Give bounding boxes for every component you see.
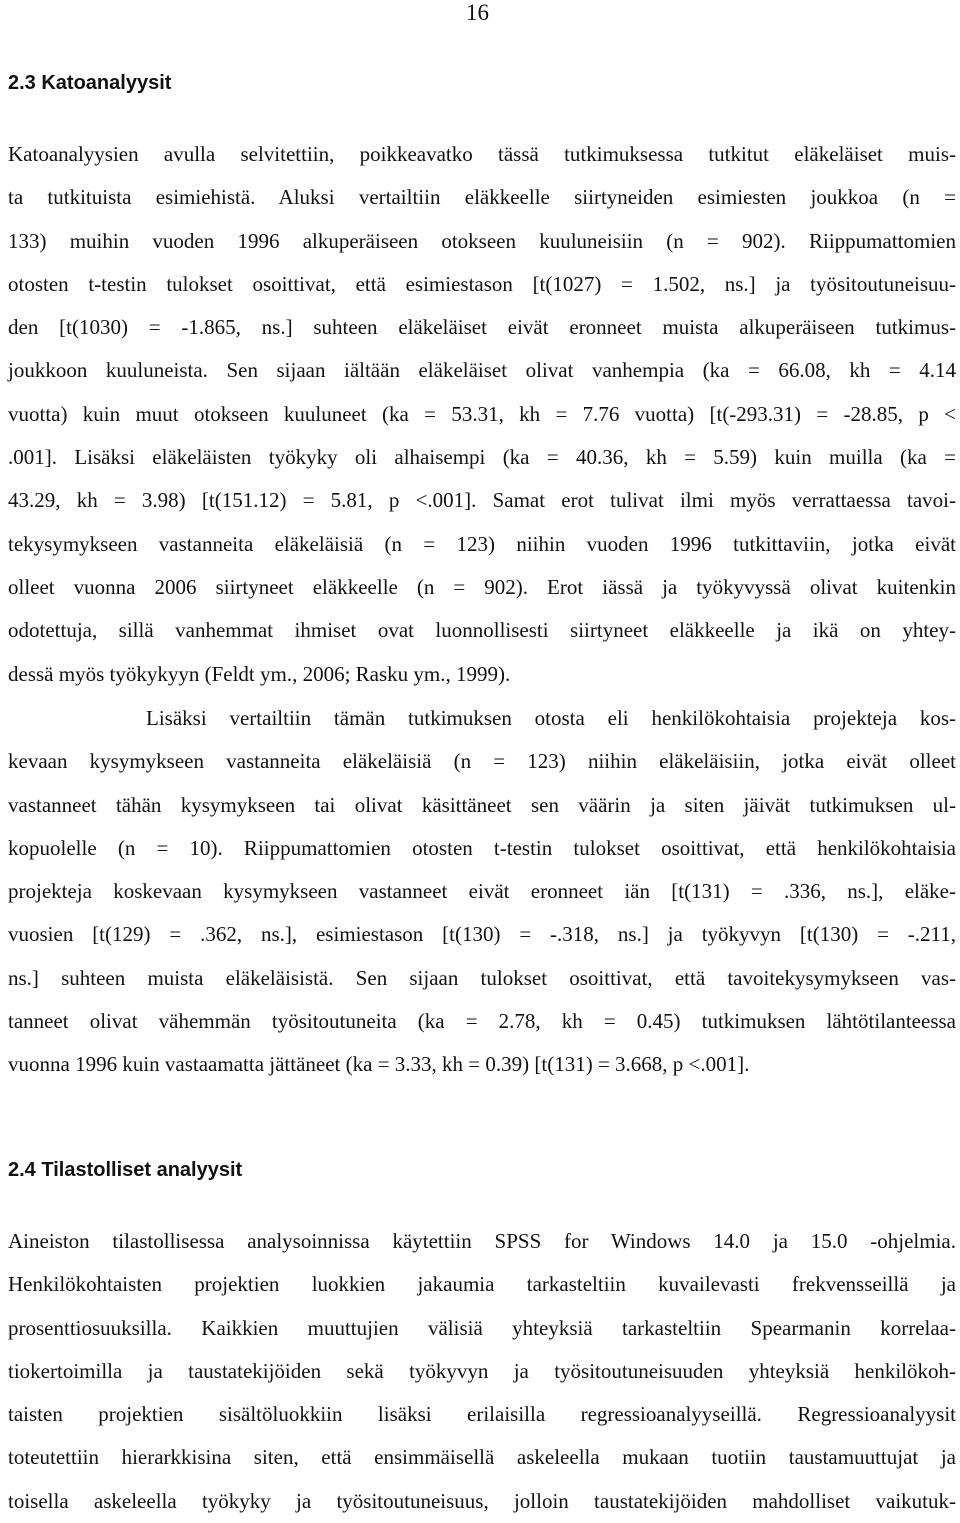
- text-line: tanneet olivat vähemmän työsitoutuneita (ka = 2.78, kh = 0.45) tutkimuksen lähtötilanteessa: [8, 1009, 956, 1034]
- text-line: vuotta) kuin muut otokseen kuuluneet (ka = 53.31, kh = 7.76 vuotta) [t(-293.31) = -28.85, p <: [8, 401, 956, 426]
- text-line: 43.29, kh = 3.98) [t(151.12) = 5.81, p <.001]. Samat erot tulivat ilmi myös verrattaessa tavoi-: [8, 488, 956, 513]
- text-line: kopuolelle (n = 10). Riippumattomien otosten t-testin tulokset osoittivat, että henkilökohtaisia: [8, 835, 956, 860]
- text-line: olleet vuonna 2006 siirtyneet eläkkeelle (n = 902). Erot iässä ja työkyvyssä olivat kuitenkin: [8, 574, 956, 599]
- text-line: ns.] suhteen muista eläkeläisistä. Sen sijaan tulokset osoittivat, että tavoitekysymykseen vas-: [8, 965, 956, 990]
- text-line: ta tutkituista esimiehistä. Aluksi vertailtiin eläkkeelle siirtyneiden esimiesten joukkoa (n =: [8, 185, 956, 210]
- text-line: dessä myös työkykyyn (Feldt ym., 2006; Rasku ym., 1999).: [8, 661, 511, 686]
- paragraph-tilastolliset-analyysit: [8, 1220, 956, 1523]
- text-line: joukkoon kuuluneista. Sen sijaan iältään eläkeläiset olivat vanhempia (ka = 66.08, kh = 4.14: [8, 358, 956, 383]
- section-heading-katoanalyysit: 2.3 Katoanalyysit: [8, 72, 172, 94]
- text-line: tiokertoimilla ja taustatekijöiden sekä työkyvyn ja työsitoutuneisuuden yhteyksiä henkilökoh-: [8, 1358, 956, 1383]
- text-line: vuonna 1996 kuin vastaamatta jättäneet (ka = 3.33, kh = 0.39) [t(131) = 3.668, p <.001].: [8, 1052, 750, 1077]
- text-line: 133) muihin vuoden 1996 alkuperäiseen otokseen kuuluneisiin (n = 902). Riippumattomien: [8, 228, 956, 253]
- text-line: otosten t-testin tulokset osoittivat, että esimiestason [t(1027) = 1.502, ns.] ja työsitoutuneisuu-: [8, 271, 956, 296]
- text-line: Aineiston tilastollisessa analysoinnissa käytettiin SPSS for Windows 14.0 ja 15.0 -ohjelmia.: [8, 1229, 956, 1253]
- text-line: projekteja koskevaan kysymykseen vastanneet eivät eronneet iän [t(131) = .336, ns.], eläke-: [8, 879, 956, 904]
- page-number: 16: [466, 0, 489, 25]
- text-line: prosenttiosuuksilla. Kaikkien muuttujien välisiä yhteyksiä tarkasteltiin Spearmanin korrelaa-: [8, 1315, 956, 1340]
- text-line: den [t(1030) = -1.865, ns.] suhteen eläkeläiset eivät eronneet muista alkuperäiseen tutkimus-: [8, 315, 956, 340]
- text-line: tekysymykseen vastanneita eläkeläisiä (n = 123) niihin vuoden 1996 tutkittaviin, jotka eivät: [8, 531, 956, 556]
- text-line: odotettuja, sillä vanhemmat ihmiset ovat luonnollisesti siirtyneet eläkkeelle ja ikä on yhtey-: [8, 618, 956, 643]
- section-heading-tilastolliset-analyysit: 2.4 Tilastolliset analyysit: [8, 1159, 243, 1181]
- text-line: vuosien [t(129) = .362, ns.], esimiestason [t(130) = -.318, ns.] ja työkyvyn [t(130) = -.211,: [8, 922, 956, 947]
- text-line: kevaan kysymykseen vastanneita eläkeläisiä (n = 123) niihin eläkeläisiin, jotka eivät olleet: [8, 749, 956, 774]
- text-line: .001]. Lisäksi eläkeläisten työkyky oli alhaisempi (ka = 40.36, kh = 5.59) kuin muilla (ka =: [8, 445, 956, 470]
- text-line: toisella askeleella työkyky ja työsitoutuneisuus, jolloin taustatekijöiden mahdolliset vaikutuk-: [8, 1488, 956, 1513]
- text-line: vastanneet tähän kysymykseen tai olivat käsittäneet sen väärin ja siten jäivät tutkimuksen ul-: [8, 792, 956, 817]
- text-line: Katoanalyysien avulla selvitettiin, poikkeavatko tässä tutkimuksessa tutkitut eläkeläiset muis-: [8, 142, 956, 166]
- text-line: Henkilökohtaisten projektien luokkien jakaumia tarkasteltiin kuvailevasti frekvensseillä ja: [8, 1272, 956, 1297]
- paragraph-katoanalyysi-intro: [8, 133, 956, 696]
- text-line: Lisäksi vertailtiin tämän tutkimuksen otosta eli henkilökohtaisia projekteja kos-: [146, 706, 956, 730]
- text-line: taisten projektien sisältöluokkiin lisäksi erilaisilla regressioanalyyseillä. Regressioanalyysit: [8, 1402, 956, 1427]
- text-line: toteutettiin hierarkkisina siten, että ensimmäisellä askeleella mukaan tuotiin taustamuuttujat ja: [8, 1445, 956, 1470]
- paragraph-vertailu: [8, 697, 956, 1087]
